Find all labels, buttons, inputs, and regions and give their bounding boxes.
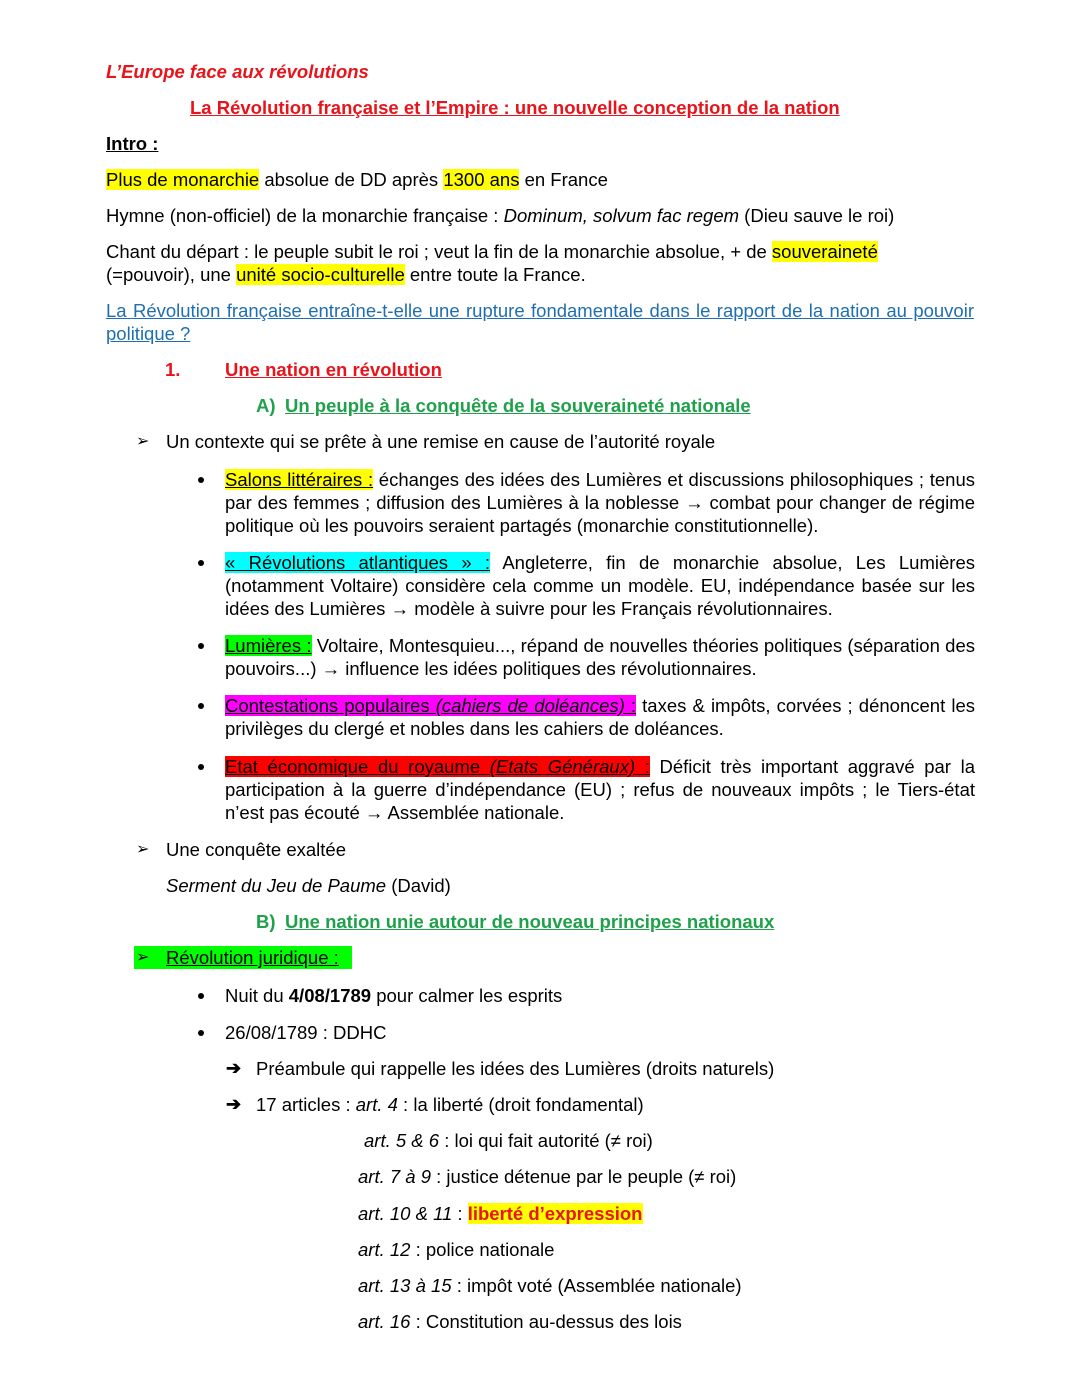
list-item bbox=[225, 634, 975, 680]
arrow-bullet-icon: ➢ bbox=[136, 841, 150, 858]
highlight-souverainete: souveraineté bbox=[771, 241, 878, 262]
text: Nuit du bbox=[225, 985, 289, 1006]
hymn-title: Dominum, solvum fac regem bbox=[503, 205, 740, 226]
bullet-icon bbox=[198, 764, 204, 770]
article-line bbox=[358, 1238, 554, 1261]
painting-artist: (David) bbox=[386, 875, 451, 896]
page-title: La Révolution française et l’Empire : une nouvelle conception de la nation bbox=[190, 97, 840, 118]
item-text: Déficit très important aggravé par la participation à la guerre d’indépendance (EU) ; refus de nouveaux impôts ; le Tiers-état n’est pas écouté → Assemblée nationale. bbox=[225, 756, 975, 823]
ddhc-line: 26/08/1789 : DDHC bbox=[225, 1022, 387, 1043]
article-ref: art. 10 & 11 bbox=[358, 1203, 453, 1224]
article-ref: art. 13 à 15 bbox=[358, 1275, 452, 1296]
section-b-letter: B) bbox=[256, 911, 276, 932]
article-line bbox=[358, 1274, 742, 1297]
article-text: : justice détenue par le peuple (≠ roi) bbox=[431, 1166, 737, 1187]
item-key-italic: (Etats Généraux) bbox=[489, 756, 636, 777]
article-line bbox=[256, 1093, 644, 1116]
list-item bbox=[225, 551, 975, 620]
list-item bbox=[225, 694, 975, 740]
item-text: Angleterre, fin de monarchie absolue, Les Lumières (notamment Voltaire) considère cela comme un modèle. EU, indépendance basée sur les idées des Lumières → modèle à suivre pour les Français révolutionnaires. bbox=[225, 552, 975, 619]
text: en France bbox=[519, 169, 608, 190]
problematique: La Révolution française entraîne-t-elle une rupture fondamentale dans le rapport de la nation au pouvoir politique ? bbox=[106, 300, 974, 344]
intro-line-2 bbox=[106, 204, 894, 227]
article-text: : loi qui fait autorité (≠ roi) bbox=[439, 1130, 653, 1151]
conquete-label: Une conquête exaltée bbox=[166, 839, 346, 860]
painting-title: Serment du Jeu de Paume bbox=[166, 875, 387, 896]
list-item bbox=[225, 468, 975, 537]
contexte-label: Un contexte qui se prête à une remise en cause de l’autorité royale bbox=[166, 431, 716, 452]
item-key: Lumières : bbox=[225, 635, 312, 656]
article-text: : Constitution au-dessus des lois bbox=[410, 1311, 682, 1332]
item-key-end: : bbox=[624, 695, 637, 716]
arrow-bullet-icon: ➢ bbox=[136, 949, 150, 966]
article-line bbox=[364, 1129, 653, 1152]
right-arrow-icon: ➔ bbox=[226, 1094, 242, 1114]
text: (=pouvoir), une bbox=[106, 264, 237, 285]
highlight-monarchie: Plus de monarchie bbox=[106, 169, 260, 190]
preambule-line: Préambule qui rappelle les idées des Lumières (droits naturels) bbox=[256, 1058, 775, 1079]
highlight-unite: unité socio-culturelle bbox=[236, 264, 405, 285]
nuit-line bbox=[225, 984, 562, 1007]
item-key: « Révolutions atlantiques » : bbox=[225, 552, 491, 573]
item-key-italic: (cahiers de doléances) bbox=[435, 695, 625, 716]
item-key-end: : bbox=[635, 756, 650, 777]
article-ref: art. 5 & 6 bbox=[364, 1130, 440, 1151]
bullet-icon bbox=[198, 477, 204, 483]
arrow-bullet-icon: ➢ bbox=[136, 433, 150, 450]
text: absolue de DD après bbox=[259, 169, 444, 190]
item-key: Salons littéraires : bbox=[225, 469, 374, 490]
highlight-liberte: liberté d’expression bbox=[467, 1203, 643, 1224]
revolution-label: Révolution juridique : bbox=[166, 947, 339, 968]
bullet-icon bbox=[198, 993, 204, 999]
article-line bbox=[358, 1202, 643, 1225]
intro-line-1 bbox=[106, 168, 608, 191]
date: 4/08/1789 bbox=[288, 985, 372, 1006]
text: (Dieu sauve le roi) bbox=[739, 205, 895, 226]
course-title: L’Europe face aux révolutions bbox=[106, 61, 369, 82]
text: 17 articles : bbox=[256, 1094, 356, 1115]
article-text: : police nationale bbox=[410, 1239, 555, 1260]
bullet-icon bbox=[198, 560, 204, 566]
bullet-icon bbox=[198, 703, 204, 709]
item-key: Etat économique du royaume bbox=[225, 756, 490, 777]
article-text: : impôt voté (Assemblée nationale) bbox=[451, 1275, 742, 1296]
text: Hymne (non-officiel) de la monarchie française : bbox=[106, 205, 504, 226]
article-ref: art. 16 bbox=[358, 1311, 411, 1332]
bullet-icon bbox=[198, 643, 204, 649]
text: Chant du départ : le peuple subit le roi ; veut la fin de la monarchie absolue, + de bbox=[106, 241, 772, 262]
right-arrow-icon: ➔ bbox=[226, 1058, 242, 1078]
section-a-title: Un peuple à la conquête de la souveraineté nationale bbox=[285, 395, 751, 416]
section-a-letter: A) bbox=[256, 395, 276, 416]
text: entre toute la France. bbox=[404, 264, 586, 285]
article-text: : bbox=[452, 1203, 468, 1224]
text: pour calmer les esprits bbox=[371, 985, 563, 1006]
section-b-title: Une nation unie autour de nouveau principes nationaux bbox=[285, 911, 775, 932]
item-text: Voltaire, Montesquieu..., répand de nouvelles théories politiques (séparation des pouvoirs...) → influence les idées politiques des révolutionnaires. bbox=[225, 635, 975, 679]
item-key: Contestations populaires bbox=[225, 695, 436, 716]
article-ref: art. 4 bbox=[355, 1094, 398, 1115]
article-ref: art. 12 bbox=[358, 1239, 411, 1260]
article-ref: art. 7 à 9 bbox=[358, 1166, 432, 1187]
intro-line-3 bbox=[106, 240, 974, 286]
highlight-1300: 1300 ans bbox=[443, 169, 520, 190]
article-text: : la liberté (droit fondamental) bbox=[397, 1094, 644, 1115]
item-text: échanges des idées des Lumières et discussions philosophiques ; tenus par des femmes ; diffusion des Lumières à la noblesse → combat pour changer de régime politique où les pouvoirs seraient partagés (monarchie constitutionnelle). bbox=[225, 469, 975, 536]
item-text: taxes & impôts, corvées ; dénoncent les privilèges du clergé et nobles dans les cahiers de doléances. bbox=[225, 695, 975, 739]
article-line bbox=[358, 1165, 736, 1188]
painting-line bbox=[166, 874, 451, 897]
intro-heading: Intro : bbox=[106, 133, 159, 154]
bullet-icon bbox=[198, 1030, 204, 1036]
part-title: Une nation en révolution bbox=[225, 359, 442, 380]
article-line bbox=[358, 1310, 682, 1333]
part-number: 1. bbox=[165, 359, 181, 380]
list-item bbox=[225, 755, 975, 824]
